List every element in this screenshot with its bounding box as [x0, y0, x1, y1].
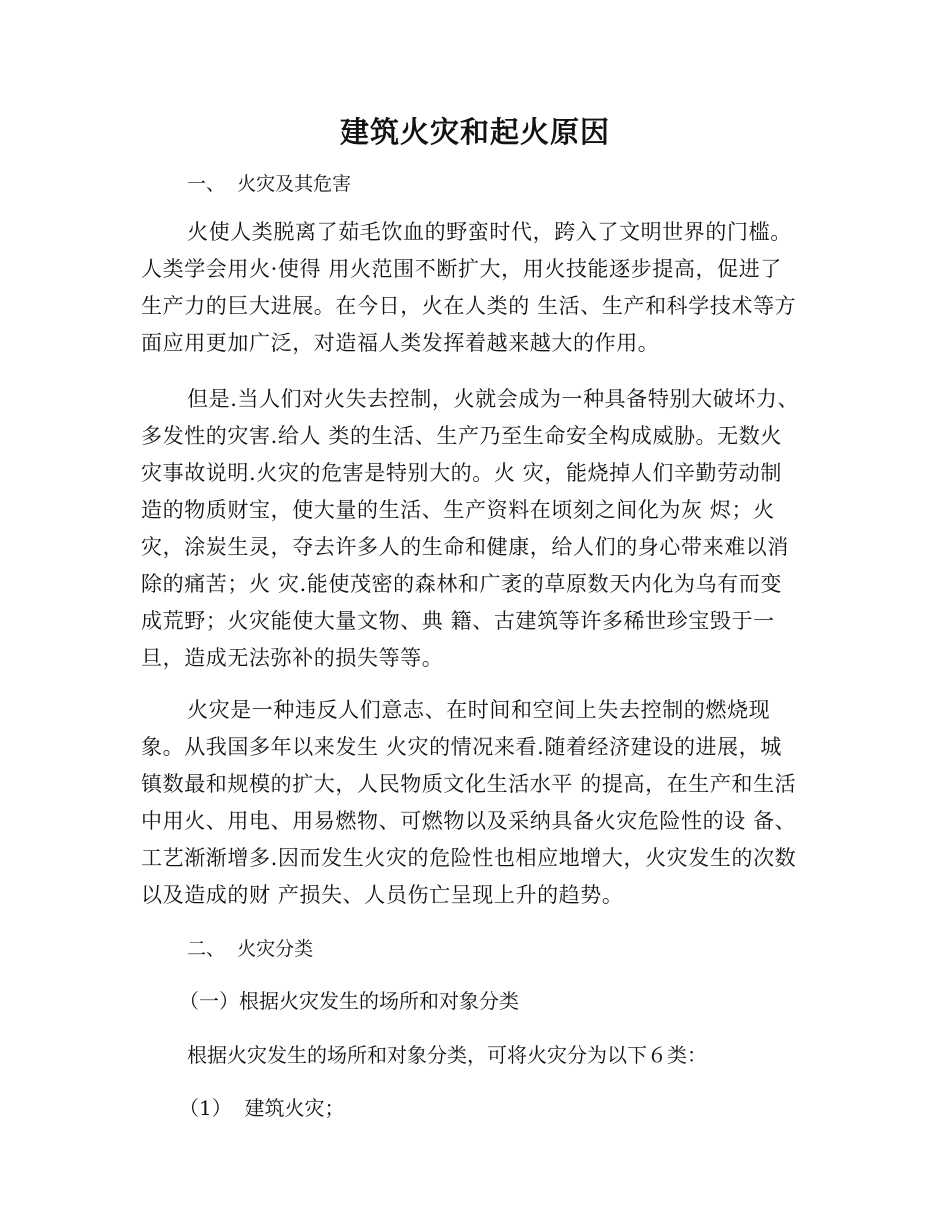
list-item: （1） 建筑火灾； [179, 1096, 345, 1120]
subsection-heading: （一）根据火灾发生的场所和对象分类 [179, 989, 519, 1013]
paragraph-3 [141, 692, 821, 914]
paragraph-line: 象。从我国多年以来发生 火灾的情况来看.随着经济建设的进展，城 [141, 735, 782, 759]
paragraph-line: 但是.当人们对火失去控制，火就会成为一种具备特别大破坏力、 [187, 387, 800, 411]
paragraph-line: 中用火、用电、用易燃物、可燃物以及采纳具备火灾危险性的设 备、 [141, 809, 797, 833]
paragraph-line: 人类学会用火·使得 用火范围不断扩大，用火技能逐步提高，促进了 [141, 257, 782, 281]
classification-lead: 根据火灾发生的场所和对象分类，可将火灾分为以下６类： [187, 1043, 707, 1067]
paragraph-line: 灾事故说明.火灾的危害是特别大的。火 灾，能烧掉人们辛勤劳动制 [141, 461, 782, 485]
paragraph-line: 工艺渐渐增多.因而发生火灾的危险性也相应地增大，火灾发生的次数 [141, 846, 797, 870]
paragraph-line: 除的痛苦；火 灾.能使茂密的森林和广袤的草原数天内化为乌有而变 [141, 572, 782, 596]
paragraph-2 [141, 381, 821, 677]
paragraph-line: 成荒野；火灾能使大量文物、典 籍、古建筑等许多稀世珍宝毁于一 [141, 609, 775, 633]
paragraph-line: 造的物质财宝，使大量的生活、生产资料在顷刻之间化为灰 烬；火 [141, 498, 775, 522]
paragraph-line: 镇数最和规模的扩大，人民物质文化生活水平 的提高，在生产和生活 [141, 772, 797, 796]
paragraph-line: 生产力的巨大进展。在今日，火在人类的 生活、生产和科学技术等方 [141, 294, 797, 318]
paragraph-1 [141, 214, 821, 362]
paragraph-line: 多发性的灾害.给人 类的生活、生产乃至生命安全构成威胁。无数火 [141, 424, 782, 448]
paragraph-line: 面应用更加广泛，对造福人类发挥着越来越大的作用。 [141, 331, 660, 355]
section-heading-1: 一、 火灾及其危害 [187, 173, 352, 195]
paragraph-line: 灾，涂炭生灵，夺去许多人的生命和健康，给人们的身心带来难以消 [141, 535, 789, 559]
paragraph-line: 火使人类脱离了茹毛饮血的野蛮时代，跨入了文明世界的门槛。 [187, 220, 792, 244]
paragraph-line: 火灾是一种违反人们意志、在时间和空间上失去控制的燃烧现 [187, 698, 771, 722]
paragraph-line: 旦，造成无法弥补的损失等等。 [141, 646, 444, 670]
paragraph-line: 以及造成的财 产损失、人员伤亡呈现上升的趋势。 [141, 883, 624, 907]
section-heading-2: 二、 火灾分类 [187, 938, 314, 960]
document-title: 建筑火灾和起火原因 [339, 115, 610, 149]
